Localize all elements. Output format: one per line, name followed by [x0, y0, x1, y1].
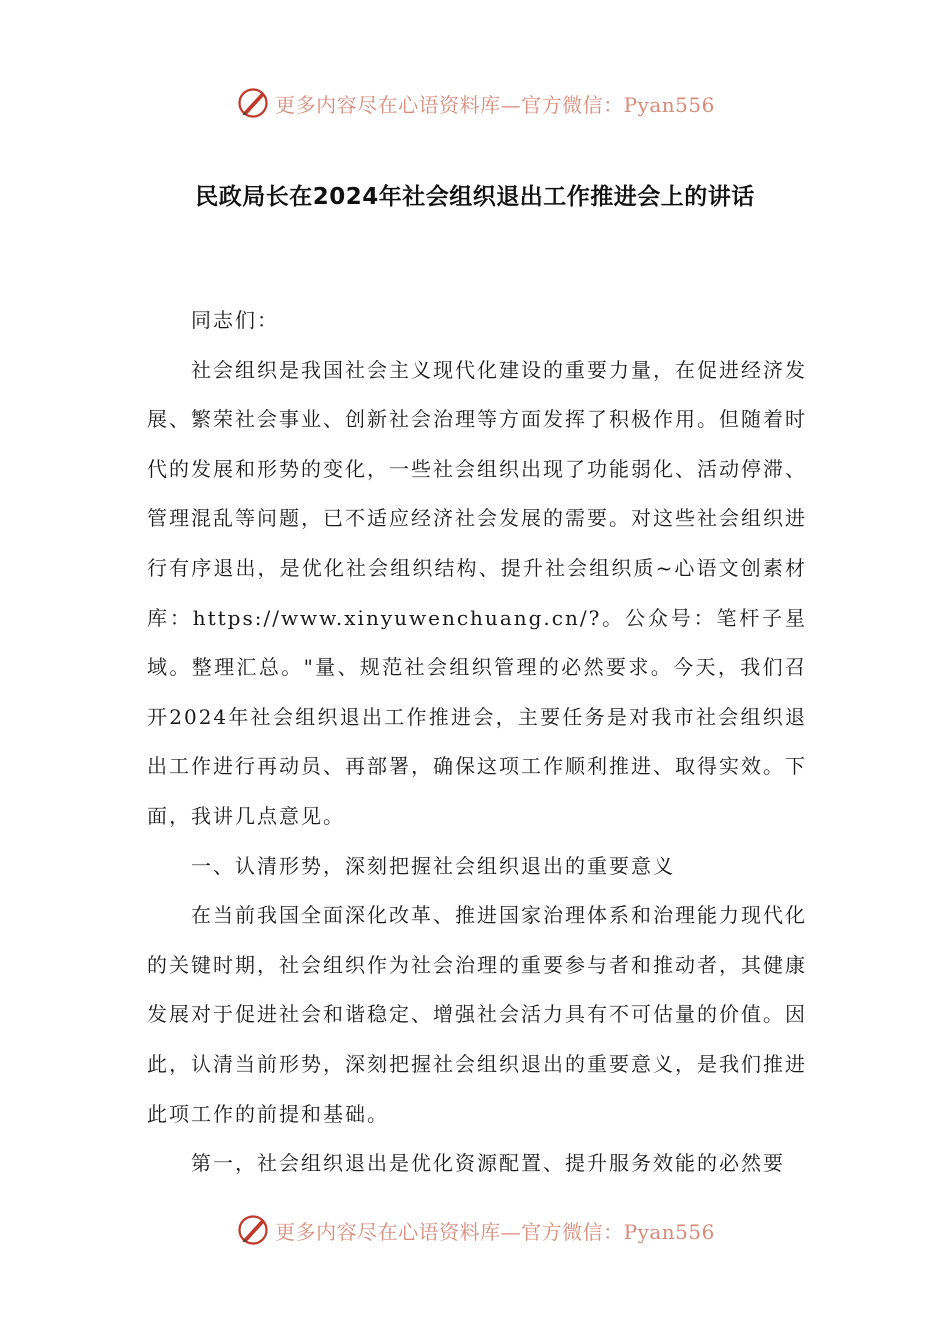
- section-heading: 一、认清形势，深刻把握社会组织退出的重要意义: [191, 853, 675, 878]
- body-paragraph: 在当前我国全面深化改革、推进国家治理体系和治理能力现代化的关键时期，社会组织作为社会治理的重要参与者和推动者，其健康发展对于促进社会和谐稳定、增强社会活力具有不可估量的价值。因此，认清当前形势，深刻把握社会组织退出的重要意义，是我们推进此项工作的前提和基础。: [147, 903, 807, 1126]
- watermark-banner-top: [0, 78, 950, 128]
- document-body: [147, 296, 807, 1189]
- quill-pen-icon: [235, 1212, 271, 1248]
- watermark-text: 更多内容尽在心语资料库—官方微信：Pyan556: [275, 92, 715, 117]
- watermark-banner-bottom: [0, 1205, 950, 1255]
- body-paragraph: 社会组织是我国社会主义现代化建设的重要力量，在促进经济发展、繁荣社会事业、创新社会治理等方面发挥了积极作用。但随着时代的发展和形势的变化，一些社会组织出现了功能弱化、活动停滞、管理混乱等问题，已不适应经济社会发展的需要。对这些社会组织进行有序退出，是优化社会组织结构、提升社会组织质~心语文创素材库：https://www.xinyuwenchuang.cn/?。公众号：笔杆子星域。整理汇总。"量、规范社会组织管理的必然要求。今天，我们召开2024年社会组织退出工作推进会，主要任务是对我市社会组织退出工作进行再动员、再部署，确保这项工作顺利推进、取得实效。下面，我讲几点意见。: [147, 357, 807, 828]
- quill-pen-icon: [235, 85, 271, 121]
- body-paragraph: 第一，社会组织退出是优化资源配置、提升服务效能的必然要: [191, 1151, 785, 1176]
- document-title: 民政局长在2024年社会组织退出工作推进会上的讲话: [195, 184, 755, 210]
- watermark-text: 更多内容尽在心语资料库—官方微信：Pyan556: [275, 1219, 715, 1244]
- salutation: 同志们：: [191, 308, 279, 332]
